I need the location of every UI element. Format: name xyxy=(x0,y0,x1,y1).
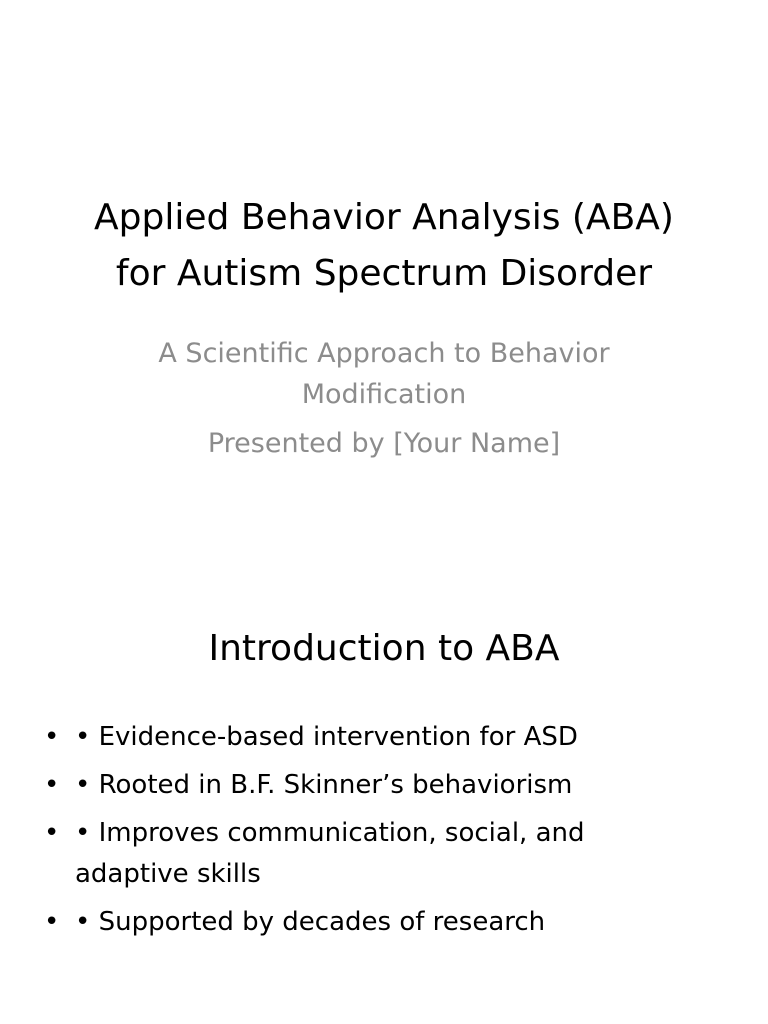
bullet-line: • Supported by decades of research xyxy=(75,907,546,937)
subtitle-line: Modification xyxy=(301,379,467,410)
presentation-title xyxy=(40,190,728,302)
presenter-line: Presented by [Your Name] xyxy=(207,428,561,459)
list-item xyxy=(44,813,704,895)
bullet-line: adaptive skills xyxy=(75,859,261,889)
subtitle-line: A Scientific Approach to Behavior xyxy=(158,338,610,369)
list-item xyxy=(44,717,704,758)
bullet-marker: • xyxy=(44,722,60,752)
bullet-marker: • xyxy=(44,907,60,937)
presentation-subtitle xyxy=(100,333,668,464)
introduction-slide xyxy=(0,512,768,1024)
bullet-marker: • xyxy=(44,770,60,800)
bullet-list xyxy=(44,717,704,950)
slide-title: Introduction to ABA xyxy=(208,628,560,669)
title-line: Applied Behavior Analysis (ABA) xyxy=(94,197,674,238)
bullet-line: • Improves communication, social, and xyxy=(75,818,585,848)
bullet-text xyxy=(75,765,704,806)
list-item xyxy=(44,902,704,943)
bullet-line: • Evidence-based intervention for ASD xyxy=(75,722,578,752)
list-item xyxy=(44,765,704,806)
bullet-text xyxy=(75,902,704,943)
bullet-line: • Rooted in B.F. Skinner’s behaviorism xyxy=(75,770,573,800)
bullet-text xyxy=(75,717,704,758)
bullet-text xyxy=(75,813,704,895)
bullet-marker: • xyxy=(44,818,60,848)
title-line: for Autism Spectrum Disorder xyxy=(115,253,653,294)
